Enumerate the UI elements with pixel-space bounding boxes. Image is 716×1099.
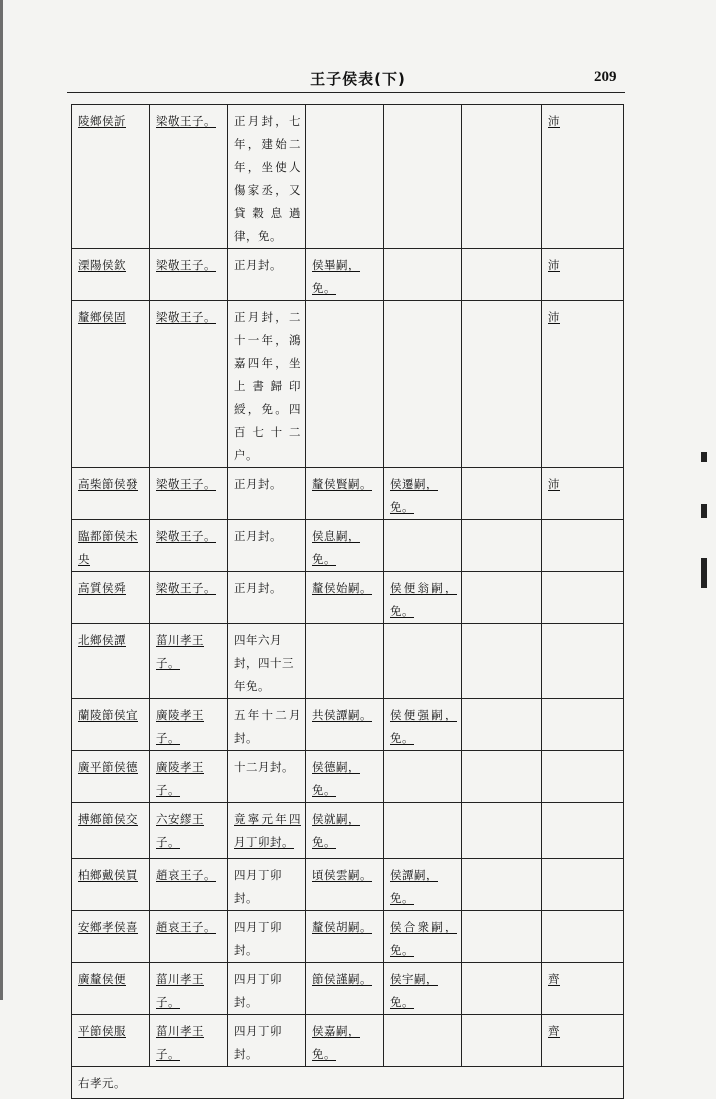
heir-2 xyxy=(384,105,462,249)
marquis-name: 高柴節侯發 xyxy=(72,468,150,520)
heir-3 xyxy=(462,911,542,963)
enfeoffment: 四月丁卯封。 xyxy=(228,859,306,911)
page-edge xyxy=(0,0,3,1000)
table-row xyxy=(72,468,624,520)
heir-2 xyxy=(384,520,462,572)
table-row xyxy=(72,624,624,699)
enfeoffment: 十二月封。 xyxy=(228,751,306,803)
heir-3 xyxy=(462,624,542,699)
marquis-name: 廣平節侯德 xyxy=(72,751,150,803)
header-rule xyxy=(67,92,625,93)
lineage: 梁敬王子。 xyxy=(150,572,228,624)
table-row xyxy=(72,751,624,803)
heir-3 xyxy=(462,301,542,468)
commandery: 沛 xyxy=(542,468,624,520)
heir-1 xyxy=(306,301,384,468)
commandery xyxy=(542,803,624,859)
lineage: 趙哀王子。 xyxy=(150,859,228,911)
enfeoffment: 四年六月封，四十三年免。 xyxy=(228,624,306,699)
side-mark-2 xyxy=(701,504,707,518)
heir-2 xyxy=(384,301,462,468)
table-row xyxy=(72,520,624,572)
heir-3 xyxy=(462,520,542,572)
marquis-name: 廣釐侯便 xyxy=(72,963,150,1015)
table-row xyxy=(72,249,624,301)
lineage: 菑川孝王子。 xyxy=(150,963,228,1015)
running-title: 王子侯表(下) xyxy=(310,70,406,88)
lineage: 梁敬王子。 xyxy=(150,105,228,249)
commandery: 沛 xyxy=(542,105,624,249)
enfeoffment: 四月丁卯封。 xyxy=(228,963,306,1015)
table-row xyxy=(72,1015,624,1067)
heir-3 xyxy=(462,1015,542,1067)
lineage: 廣陵孝王子。 xyxy=(150,751,228,803)
heir-2 xyxy=(384,1015,462,1067)
heir-3 xyxy=(462,249,542,301)
heir-1: 侯德嗣，免。 xyxy=(306,751,384,803)
footnote: 右孝元。 xyxy=(72,1067,624,1099)
heir-2 xyxy=(384,803,462,859)
enfeoffment: 四月丁卯封。 xyxy=(228,911,306,963)
side-mark-3 xyxy=(701,558,707,588)
commandery xyxy=(542,572,624,624)
commandery xyxy=(542,520,624,572)
heir-1: 釐侯賢嗣。 xyxy=(306,468,384,520)
commandery: 齊 xyxy=(542,963,624,1015)
commandery xyxy=(542,699,624,751)
lineage: 梁敬王子。 xyxy=(150,249,228,301)
table-row xyxy=(72,803,624,859)
table-row xyxy=(72,699,624,751)
heir-1: 共侯譚嗣。 xyxy=(306,699,384,751)
commandery xyxy=(542,751,624,803)
table-row xyxy=(72,963,624,1015)
enfeoffment: 正月封。 xyxy=(228,249,306,301)
heir-3 xyxy=(462,699,542,751)
heir-1: 侯息嗣，免。 xyxy=(306,520,384,572)
lineage: 趙哀王子。 xyxy=(150,911,228,963)
enfeoffment: 正月封。 xyxy=(228,468,306,520)
marquis-name: 臨都節侯未央 xyxy=(72,520,150,572)
heir-2: 侯遷嗣，免。 xyxy=(384,468,462,520)
heir-2 xyxy=(384,751,462,803)
heir-2: 侯便翁嗣，免。 xyxy=(384,572,462,624)
enfeoffment: 正月封。 xyxy=(228,572,306,624)
heir-1: 釐侯始嗣。 xyxy=(306,572,384,624)
heir-3 xyxy=(462,572,542,624)
heir-3 xyxy=(462,468,542,520)
table-row xyxy=(72,859,624,911)
lineage: 梁敬王子。 xyxy=(150,468,228,520)
lineage: 廣陵孝王子。 xyxy=(150,699,228,751)
table-row xyxy=(72,572,624,624)
heir-2: 侯宇嗣，免。 xyxy=(384,963,462,1015)
page-number: 209 xyxy=(594,69,617,85)
enfeoffment: 四月丁卯封。 xyxy=(228,1015,306,1067)
heir-3 xyxy=(462,803,542,859)
marquis-table xyxy=(71,104,624,1099)
marquis-name: 安鄉孝侯喜 xyxy=(72,911,150,963)
heir-3 xyxy=(462,105,542,249)
marquis-name: 平節侯服 xyxy=(72,1015,150,1067)
table-row xyxy=(72,301,624,468)
marquis-table-body xyxy=(72,105,624,1099)
heir-2 xyxy=(384,249,462,301)
heir-3 xyxy=(462,751,542,803)
heir-1 xyxy=(306,624,384,699)
lineage: 梁敬王子。 xyxy=(150,520,228,572)
commandery xyxy=(542,859,624,911)
lineage: 梁敬王子。 xyxy=(150,301,228,468)
heir-1: 頃侯雲嗣。 xyxy=(306,859,384,911)
marquis-name: 陵鄉侯訢 xyxy=(72,105,150,249)
enfeoffment: 竟寧元年四月丁卯封。 xyxy=(228,803,306,859)
heir-1: 侯就嗣，免。 xyxy=(306,803,384,859)
heir-3 xyxy=(462,963,542,1015)
lineage: 菑川孝王子。 xyxy=(150,624,228,699)
heir-2: 侯便强嗣，免。 xyxy=(384,699,462,751)
side-mark-1 xyxy=(701,452,707,462)
heir-1: 侯嘉嗣，免。 xyxy=(306,1015,384,1067)
marquis-name: 釐鄉侯固 xyxy=(72,301,150,468)
marquis-name: 搏鄉節侯交 xyxy=(72,803,150,859)
enfeoffment: 正月封，二十一年，鴻嘉四年，坐上書歸印綬，免。四百七十二户。 xyxy=(228,301,306,468)
heir-2: 侯譚嗣，免。 xyxy=(384,859,462,911)
heir-1: 釐侯胡嗣。 xyxy=(306,911,384,963)
table-row xyxy=(72,911,624,963)
lineage: 六安繆王子。 xyxy=(150,803,228,859)
lineage: 菑川孝王子。 xyxy=(150,1015,228,1067)
enfeoffment: 正月封。 xyxy=(228,520,306,572)
heir-1: 侯畢嗣，免。 xyxy=(306,249,384,301)
marquis-name: 柏鄉戴侯買 xyxy=(72,859,150,911)
commandery: 沛 xyxy=(542,301,624,468)
marquis-name: 北鄉侯譚 xyxy=(72,624,150,699)
marquis-name: 高質侯舜 xyxy=(72,572,150,624)
enfeoffment: 正月封，七年，建始二年，坐使人傷家丞，又貸穀息過律，免。 xyxy=(228,105,306,249)
heir-2: 侯合衆嗣，免。 xyxy=(384,911,462,963)
commandery: 沛 xyxy=(542,249,624,301)
marquis-name: 蘭陵節侯宜 xyxy=(72,699,150,751)
commandery xyxy=(542,911,624,963)
enfeoffment: 五年十二月封。 xyxy=(228,699,306,751)
table-row xyxy=(72,105,624,249)
commandery: 齊 xyxy=(542,1015,624,1067)
footnote-row xyxy=(72,1067,624,1099)
heir-3 xyxy=(462,859,542,911)
heir-2 xyxy=(384,624,462,699)
heir-1 xyxy=(306,105,384,249)
commandery xyxy=(542,624,624,699)
marquis-name: 溧陽侯欽 xyxy=(72,249,150,301)
heir-1: 節侯謹嗣。 xyxy=(306,963,384,1015)
